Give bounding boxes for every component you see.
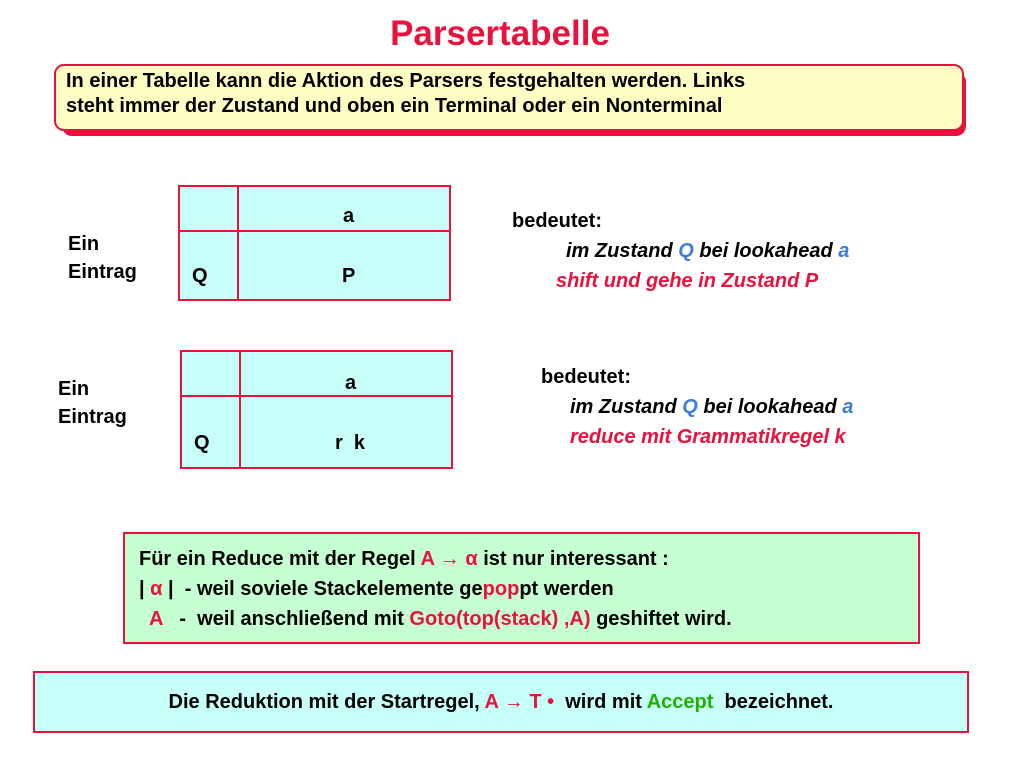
table-divider-horizontal [182, 395, 451, 397]
meaning-title: bedeutet: [512, 210, 602, 232]
reduce-line-2: | α | - weil soviele Stackelemente gepoppt werden [139, 578, 614, 600]
table-header-terminal: a [343, 205, 355, 227]
shift-entry-label: Ein Eintrag [68, 233, 137, 283]
table-divider-horizontal [180, 230, 449, 232]
meaning-title: bedeutet: [541, 366, 631, 388]
table-state: Q [194, 432, 210, 454]
meaning-line-1: im Zustand Q bei lookahead a [570, 396, 854, 418]
accept-keyword: Accept [646, 691, 714, 713]
shift-meaning [512, 206, 849, 296]
table-state: Q [192, 265, 208, 287]
reduce-parse-table [180, 350, 453, 469]
meaning-line-2: shift und gehe in Zustand P [556, 270, 819, 292]
table-entry: r k [335, 432, 366, 454]
shift-parse-table [178, 185, 451, 301]
start-rule: A → T • [484, 691, 555, 713]
intro-box [54, 64, 964, 131]
reduce-line-1: Für ein Reduce mit der Regel A → α ist nur interessant : [139, 548, 669, 570]
table-header-terminal: a [345, 372, 357, 394]
intro-line-2: steht immer der Zustand und oben ein Terminal oder ein Nonterminal [66, 95, 723, 117]
table-divider-vertical [237, 187, 239, 299]
reduce-line-3: A - weil anschließend mit Goto(top(stack) ,A) geshiftet wird. [149, 608, 732, 630]
table-divider-vertical [239, 352, 241, 467]
table-entry: P [342, 265, 356, 287]
accept-box: Die Reduktion mit der Startregel, A → T • wird mit Accept bezeichnet. [33, 671, 969, 733]
reduce-entry-label: Ein Eintrag [58, 378, 127, 428]
page-title: Parsertabelle [390, 14, 610, 53]
reduce-explanation-box [123, 532, 920, 644]
intro-line-1: In einer Tabelle kann die Aktion des Parsers festgehalten werden. Links [66, 70, 746, 92]
reduce-meaning [541, 362, 853, 452]
meaning-line-1: im Zustand Q bei lookahead a [566, 240, 850, 262]
meaning-line-2: reduce mit Grammatikregel k [570, 426, 846, 448]
